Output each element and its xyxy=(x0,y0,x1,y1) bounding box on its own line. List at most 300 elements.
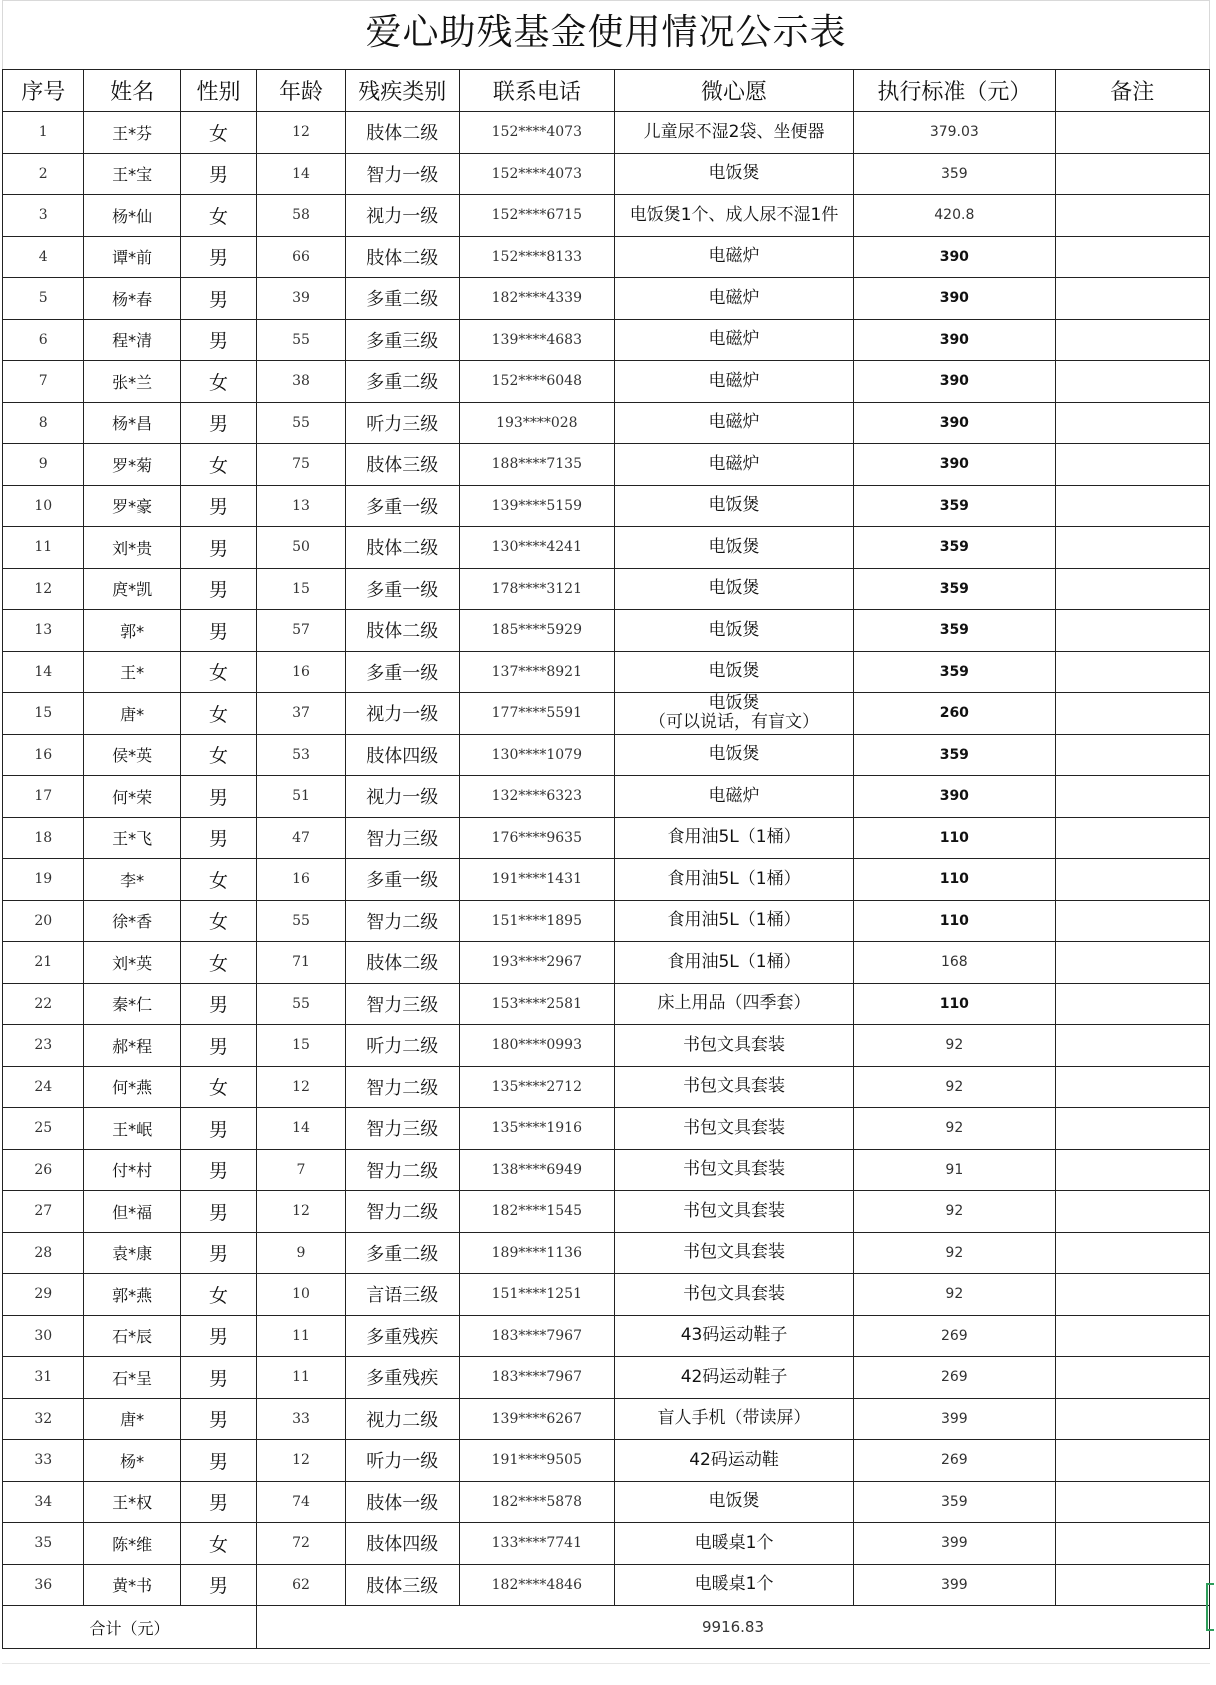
cell-category: 听力三级 xyxy=(345,402,459,444)
cell-standard: 269 xyxy=(854,1315,1056,1357)
cell-note xyxy=(1055,1398,1209,1440)
cell-no: 16 xyxy=(3,734,84,776)
cell-category: 肢体二级 xyxy=(345,942,459,984)
cell-wish: 儿童尿不湿2袋、坐便器 xyxy=(615,112,854,154)
cell-standard: 399 xyxy=(854,1523,1056,1565)
cell-phone: 135****1916 xyxy=(459,1108,614,1150)
cell-category: 多重一级 xyxy=(345,485,459,527)
cell-note xyxy=(1055,236,1209,278)
cell-wish: 电饭煲 xyxy=(615,651,854,693)
cell-gender: 女 xyxy=(180,1274,256,1316)
cell-phone: 152****6048 xyxy=(459,361,614,403)
cell-gender: 男 xyxy=(180,1564,256,1606)
cell-gender: 男 xyxy=(180,527,256,569)
cell-name: 谭*前 xyxy=(84,236,180,278)
cell-name: 侯*英 xyxy=(84,734,180,776)
cell-name: 王*权 xyxy=(84,1481,180,1523)
header-note: 备注 xyxy=(1055,70,1209,112)
cell-gender: 女 xyxy=(180,693,256,735)
cell-category: 肢体二级 xyxy=(345,236,459,278)
table-row xyxy=(3,444,1210,486)
cell-no: 28 xyxy=(3,1232,84,1274)
cell-category: 多重一级 xyxy=(345,651,459,693)
cell-name: 王* xyxy=(84,651,180,693)
cell-name: 程*清 xyxy=(84,319,180,361)
cell-phone: 193****028 xyxy=(459,402,614,444)
cell-no: 27 xyxy=(3,1191,84,1233)
cell-note xyxy=(1055,942,1209,984)
table-row xyxy=(3,1025,1210,1067)
cell-name: 徐*香 xyxy=(84,900,180,942)
cell-standard: 92 xyxy=(854,1108,1056,1150)
cell-age: 12 xyxy=(257,1191,346,1233)
cell-category: 言语三级 xyxy=(345,1274,459,1316)
cell-name: 袁*康 xyxy=(84,1232,180,1274)
cell-wish: 43码运动鞋子 xyxy=(615,1315,854,1357)
cell-note xyxy=(1055,1191,1209,1233)
cell-age: 55 xyxy=(257,402,346,444)
cell-standard: 260 xyxy=(854,693,1056,735)
cell-note xyxy=(1055,485,1209,527)
cell-phone: 183****7967 xyxy=(459,1315,614,1357)
cell-category: 智力一级 xyxy=(345,153,459,195)
cell-standard: 359 xyxy=(854,1481,1056,1523)
cell-phone: 189****1136 xyxy=(459,1232,614,1274)
cell-category: 听力一级 xyxy=(345,1440,459,1482)
cell-standard: 110 xyxy=(854,900,1056,942)
fund-table xyxy=(2,69,1210,1649)
cell-note xyxy=(1055,1025,1209,1067)
cell-phone: 191****9505 xyxy=(459,1440,614,1482)
header-standard: 执行标准（元） xyxy=(854,70,1056,112)
cell-no: 36 xyxy=(3,1564,84,1606)
cell-note xyxy=(1055,900,1209,942)
cell-age: 62 xyxy=(257,1564,346,1606)
cell-standard: 359 xyxy=(854,610,1056,652)
cell-note xyxy=(1055,568,1209,610)
cell-wish: 书包文具套装 xyxy=(615,1149,854,1191)
cell-phone: 130****4241 xyxy=(459,527,614,569)
cell-gender: 女 xyxy=(180,444,256,486)
cell-name: 杨* xyxy=(84,1440,180,1482)
cell-gender: 女 xyxy=(180,195,256,237)
table-row xyxy=(3,236,1210,278)
cell-age: 15 xyxy=(257,1025,346,1067)
table-row xyxy=(3,942,1210,984)
table-row xyxy=(3,1564,1210,1606)
cell-gender: 男 xyxy=(180,236,256,278)
header-no: 序号 xyxy=(3,70,84,112)
cell-gender: 男 xyxy=(180,319,256,361)
cell-age: 66 xyxy=(257,236,346,278)
spreadsheet xyxy=(2,0,1210,1649)
cell-name: 郭*燕 xyxy=(84,1274,180,1316)
cell-phone: 130****1079 xyxy=(459,734,614,776)
cell-standard: 269 xyxy=(854,1357,1056,1399)
cell-no: 15 xyxy=(3,693,84,735)
cell-wish: 书包文具套装 xyxy=(615,1191,854,1233)
cell-age: 10 xyxy=(257,1274,346,1316)
cell-wish: 食用油5L（1桶） xyxy=(615,817,854,859)
table-row xyxy=(3,1108,1210,1150)
cell-age: 72 xyxy=(257,1523,346,1565)
cell-category: 视力一级 xyxy=(345,776,459,818)
cell-note xyxy=(1055,444,1209,486)
cell-age: 71 xyxy=(257,942,346,984)
cell-standard: 92 xyxy=(854,1066,1056,1108)
cell-note xyxy=(1055,1274,1209,1316)
cell-no: 7 xyxy=(3,361,84,403)
header-row xyxy=(3,70,1210,112)
cell-wish: 电饭煲 xyxy=(615,568,854,610)
cell-note xyxy=(1055,1564,1209,1606)
cell-no: 21 xyxy=(3,942,84,984)
cell-note xyxy=(1055,734,1209,776)
cell-no: 5 xyxy=(3,278,84,320)
cell-no: 2 xyxy=(3,153,84,195)
cell-note xyxy=(1055,983,1209,1025)
cell-wish: 电暖桌1个 xyxy=(615,1523,854,1565)
cell-standard: 359 xyxy=(854,153,1056,195)
cell-name: 黄*书 xyxy=(84,1564,180,1606)
cell-wish: 食用油5L（1桶） xyxy=(615,859,854,901)
cell-wish: 电饭煲 xyxy=(615,485,854,527)
cell-standard: 110 xyxy=(854,817,1056,859)
cell-name: 付*村 xyxy=(84,1149,180,1191)
cell-standard: 390 xyxy=(854,776,1056,818)
cell-category: 肢体三级 xyxy=(345,444,459,486)
cell-wish: 电暖桌1个 xyxy=(615,1564,854,1606)
cell-name: 杨*昌 xyxy=(84,402,180,444)
cell-gender: 男 xyxy=(180,485,256,527)
cell-gender: 男 xyxy=(180,1440,256,1482)
cell-age: 11 xyxy=(257,1357,346,1399)
cell-gender: 男 xyxy=(180,402,256,444)
cell-wish: 电磁炉 xyxy=(615,361,854,403)
cell-category: 多重二级 xyxy=(345,361,459,403)
header-wish: 微心愿 xyxy=(615,70,854,112)
cell-note xyxy=(1055,651,1209,693)
cell-age: 53 xyxy=(257,734,346,776)
table-row xyxy=(3,900,1210,942)
cell-standard: 390 xyxy=(854,361,1056,403)
cell-phone: 178****3121 xyxy=(459,568,614,610)
cell-phone: 151****1895 xyxy=(459,900,614,942)
cell-gender: 男 xyxy=(180,1315,256,1357)
cell-age: 15 xyxy=(257,568,346,610)
cell-name: 秦*仁 xyxy=(84,983,180,1025)
cell-note xyxy=(1055,859,1209,901)
cell-age: 50 xyxy=(257,527,346,569)
cell-note xyxy=(1055,817,1209,859)
cell-age: 51 xyxy=(257,776,346,818)
cell-name: 罗*菊 xyxy=(84,444,180,486)
table-row xyxy=(3,153,1210,195)
cell-age: 33 xyxy=(257,1398,346,1440)
cell-no: 25 xyxy=(3,1108,84,1150)
cell-phone: 139****6267 xyxy=(459,1398,614,1440)
cell-phone: 133****7741 xyxy=(459,1523,614,1565)
cell-no: 13 xyxy=(3,610,84,652)
cell-category: 多重一级 xyxy=(345,859,459,901)
cell-gender: 男 xyxy=(180,610,256,652)
cell-name: 郝*程 xyxy=(84,1025,180,1067)
cell-no: 11 xyxy=(3,527,84,569)
cell-phone: 152****4073 xyxy=(459,112,614,154)
cell-gender: 男 xyxy=(180,278,256,320)
cell-wish: 电磁炉 xyxy=(615,236,854,278)
cell-age: 55 xyxy=(257,319,346,361)
cell-standard: 359 xyxy=(854,734,1056,776)
table-row xyxy=(3,1440,1210,1482)
cell-note xyxy=(1055,112,1209,154)
cell-no: 19 xyxy=(3,859,84,901)
table-row xyxy=(3,112,1210,154)
table-row xyxy=(3,1149,1210,1191)
cell-age: 14 xyxy=(257,153,346,195)
cell-wish: 42码运动鞋子 xyxy=(615,1357,854,1399)
table-row xyxy=(3,1357,1210,1399)
cell-wish: 书包文具套装 xyxy=(615,1025,854,1067)
cell-phone: 183****7967 xyxy=(459,1357,614,1399)
cell-wish: 食用油5L（1桶） xyxy=(615,942,854,984)
cell-phone: 153****2581 xyxy=(459,983,614,1025)
table-row xyxy=(3,195,1210,237)
table-row xyxy=(3,1066,1210,1108)
cell-standard: 359 xyxy=(854,485,1056,527)
cell-age: 47 xyxy=(257,817,346,859)
cell-gender: 男 xyxy=(180,1481,256,1523)
header-name: 姓名 xyxy=(84,70,180,112)
total-label: 合计（元） xyxy=(3,1606,257,1649)
cell-gender: 女 xyxy=(180,900,256,942)
cell-standard: 359 xyxy=(854,527,1056,569)
cell-wish: 书包文具套装 xyxy=(615,1274,854,1316)
cell-note xyxy=(1055,1440,1209,1482)
cell-name: 张*兰 xyxy=(84,361,180,403)
cell-wish: 42码运动鞋 xyxy=(615,1440,854,1482)
cell-phone: 139****4683 xyxy=(459,319,614,361)
table-row xyxy=(3,278,1210,320)
selection-handle[interactable] xyxy=(1206,1583,1214,1631)
cell-no: 23 xyxy=(3,1025,84,1067)
cell-category: 多重残疾 xyxy=(345,1315,459,1357)
cell-category: 多重二级 xyxy=(345,278,459,320)
table-row xyxy=(3,1481,1210,1523)
cell-phone: 138****6949 xyxy=(459,1149,614,1191)
cell-no: 35 xyxy=(3,1523,84,1565)
cell-age: 14 xyxy=(257,1108,346,1150)
cell-gender: 男 xyxy=(180,1149,256,1191)
cell-no: 24 xyxy=(3,1066,84,1108)
table-row xyxy=(3,693,1210,735)
cell-wish: 食用油5L（1桶） xyxy=(615,900,854,942)
cell-note xyxy=(1055,278,1209,320)
cell-category: 肢体一级 xyxy=(345,1481,459,1523)
cell-category: 肢体二级 xyxy=(345,112,459,154)
cell-wish: 电饭煲 xyxy=(615,610,854,652)
cell-category: 多重三级 xyxy=(345,319,459,361)
cell-wish: 电磁炉 xyxy=(615,776,854,818)
total-value: 9916.83 xyxy=(257,1606,1210,1649)
cell-standard: 92 xyxy=(854,1025,1056,1067)
page-title: 爱心助残基金使用情况公示表 xyxy=(2,0,1210,69)
cell-standard: 110 xyxy=(854,859,1056,901)
cell-category: 智力三级 xyxy=(345,1108,459,1150)
cell-category: 肢体四级 xyxy=(345,734,459,776)
table-row xyxy=(3,402,1210,444)
cell-standard: 269 xyxy=(854,1440,1056,1482)
table-row xyxy=(3,568,1210,610)
cell-category: 智力三级 xyxy=(345,983,459,1025)
table-row xyxy=(3,319,1210,361)
table-row xyxy=(3,1315,1210,1357)
cell-name: 王*岷 xyxy=(84,1108,180,1150)
cell-name: 刘*英 xyxy=(84,942,180,984)
cell-category: 肢体三级 xyxy=(345,1564,459,1606)
table-row xyxy=(3,610,1210,652)
cell-gender: 男 xyxy=(180,1398,256,1440)
cell-no: 10 xyxy=(3,485,84,527)
cell-phone: 152****4073 xyxy=(459,153,614,195)
cell-name: 杨*春 xyxy=(84,278,180,320)
cell-no: 20 xyxy=(3,900,84,942)
cell-phone: 180****0993 xyxy=(459,1025,614,1067)
table-row xyxy=(3,361,1210,403)
cell-gender: 男 xyxy=(180,817,256,859)
table-row xyxy=(3,734,1210,776)
cell-gender: 女 xyxy=(180,112,256,154)
cell-no: 8 xyxy=(3,402,84,444)
cell-no: 3 xyxy=(3,195,84,237)
cell-phone: 182****5878 xyxy=(459,1481,614,1523)
cell-standard: 379.03 xyxy=(854,112,1056,154)
cell-no: 34 xyxy=(3,1481,84,1523)
cell-name: 刘*贵 xyxy=(84,527,180,569)
cell-age: 39 xyxy=(257,278,346,320)
cell-category: 多重二级 xyxy=(345,1232,459,1274)
cell-gender: 男 xyxy=(180,1357,256,1399)
cell-standard: 91 xyxy=(854,1149,1056,1191)
cell-no: 26 xyxy=(3,1149,84,1191)
cell-standard: 92 xyxy=(854,1274,1056,1316)
cell-phone: 191****1431 xyxy=(459,859,614,901)
cell-age: 12 xyxy=(257,1066,346,1108)
cell-standard: 110 xyxy=(854,983,1056,1025)
cell-age: 12 xyxy=(257,1440,346,1482)
cell-phone: 132****6323 xyxy=(459,776,614,818)
cell-no: 12 xyxy=(3,568,84,610)
cell-no: 18 xyxy=(3,817,84,859)
cell-standard: 390 xyxy=(854,402,1056,444)
cell-gender: 男 xyxy=(180,983,256,1025)
cell-category: 肢体二级 xyxy=(345,610,459,652)
cell-phone: 139****5159 xyxy=(459,485,614,527)
cell-name: 王*芬 xyxy=(84,112,180,154)
cell-standard: 399 xyxy=(854,1398,1056,1440)
cell-name: 石*辰 xyxy=(84,1315,180,1357)
cell-age: 37 xyxy=(257,693,346,735)
cell-standard: 390 xyxy=(854,319,1056,361)
cell-age: 74 xyxy=(257,1481,346,1523)
cell-category: 智力二级 xyxy=(345,1066,459,1108)
cell-wish: 电饭煲 xyxy=(615,153,854,195)
cell-gender: 女 xyxy=(180,734,256,776)
cell-age: 16 xyxy=(257,859,346,901)
cell-gender: 男 xyxy=(180,1232,256,1274)
cell-category: 智力二级 xyxy=(345,900,459,942)
header-gender: 性别 xyxy=(180,70,256,112)
table-row xyxy=(3,1232,1210,1274)
cell-name: 庹*凯 xyxy=(84,568,180,610)
cell-note xyxy=(1055,610,1209,652)
cell-age: 16 xyxy=(257,651,346,693)
table-row xyxy=(3,817,1210,859)
cell-wish: 床上用品（四季套） xyxy=(615,983,854,1025)
table-row xyxy=(3,983,1210,1025)
cell-age: 13 xyxy=(257,485,346,527)
cell-phone: 188****7135 xyxy=(459,444,614,486)
cell-phone: 176****9635 xyxy=(459,817,614,859)
cell-standard: 359 xyxy=(854,651,1056,693)
cell-standard: 92 xyxy=(854,1191,1056,1233)
cell-name: 唐* xyxy=(84,1398,180,1440)
cell-note xyxy=(1055,1357,1209,1399)
cell-gender: 男 xyxy=(180,153,256,195)
cell-standard: 168 xyxy=(854,942,1056,984)
cell-wish: 书包文具套装 xyxy=(615,1066,854,1108)
table-row xyxy=(3,1523,1210,1565)
cell-no: 33 xyxy=(3,1440,84,1482)
cell-name: 陈*维 xyxy=(84,1523,180,1565)
cell-age: 11 xyxy=(257,1315,346,1357)
cell-no: 6 xyxy=(3,319,84,361)
cell-no: 29 xyxy=(3,1274,84,1316)
cell-category: 多重残疾 xyxy=(345,1357,459,1399)
cell-gender: 女 xyxy=(180,942,256,984)
cell-note xyxy=(1055,1523,1209,1565)
cell-wish: 电饭煲 xyxy=(615,734,854,776)
cell-category: 视力一级 xyxy=(345,693,459,735)
total-row xyxy=(3,1606,1210,1649)
header-category: 残疾类别 xyxy=(345,70,459,112)
cell-phone: 193****2967 xyxy=(459,942,614,984)
cell-wish: 电饭煲1个、成人尿不湿1件 xyxy=(615,195,854,237)
cell-age: 12 xyxy=(257,112,346,154)
cell-note xyxy=(1055,1066,1209,1108)
cell-phone: 152****8133 xyxy=(459,236,614,278)
cell-wish: 电饭煲 （可以说话，有盲文） xyxy=(615,693,854,735)
cell-name: 李* xyxy=(84,859,180,901)
cell-gender: 女 xyxy=(180,651,256,693)
header-age: 年龄 xyxy=(257,70,346,112)
cell-phone: 135****2712 xyxy=(459,1066,614,1108)
cell-no: 31 xyxy=(3,1357,84,1399)
cell-name: 杨*仙 xyxy=(84,195,180,237)
cell-category: 多重一级 xyxy=(345,568,459,610)
cell-name: 王*宝 xyxy=(84,153,180,195)
cell-standard: 92 xyxy=(854,1232,1056,1274)
cell-note xyxy=(1055,361,1209,403)
cell-gender: 男 xyxy=(180,1108,256,1150)
cell-wish: 电磁炉 xyxy=(615,278,854,320)
cell-category: 智力二级 xyxy=(345,1191,459,1233)
table-row xyxy=(3,485,1210,527)
table-row xyxy=(3,776,1210,818)
cell-note xyxy=(1055,527,1209,569)
cell-name: 罗*豪 xyxy=(84,485,180,527)
cell-gender: 男 xyxy=(180,1191,256,1233)
